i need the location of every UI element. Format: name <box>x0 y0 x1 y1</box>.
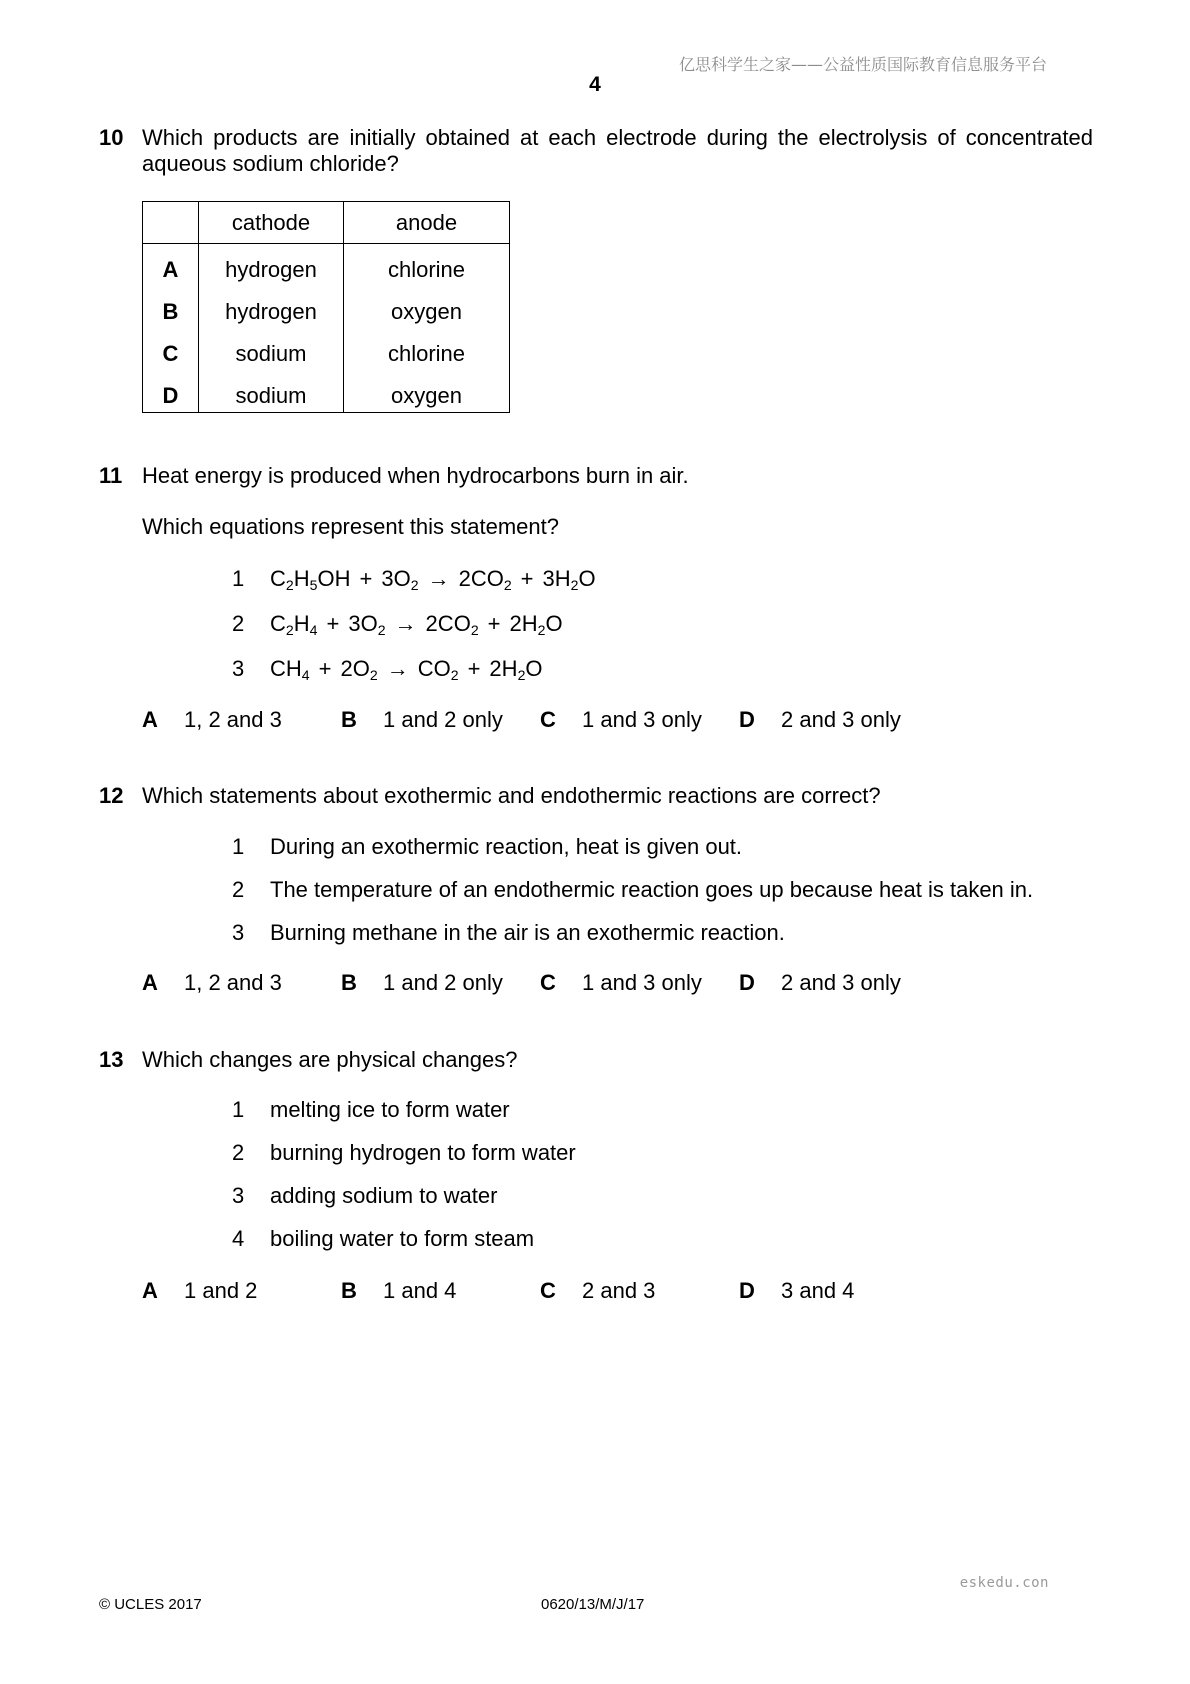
option-letter: D <box>739 970 755 995</box>
footer-watermark: eskedu.con <box>959 1575 1049 1591</box>
statement-number: 3 <box>232 920 245 945</box>
option-letter: D <box>739 707 755 732</box>
table-cell-anode: oxygen <box>391 383 462 408</box>
statement-list <box>99 834 1093 946</box>
statement-number: 2 <box>232 611 245 636</box>
table-header-anode: anode <box>344 202 509 244</box>
option-d <box>739 970 938 996</box>
statement <box>232 1097 1093 1123</box>
option-a <box>142 707 341 733</box>
table-cell-cathode: sodium <box>199 375 344 412</box>
question-number: 13 <box>99 1047 124 1072</box>
table-cell-anode: chlorine <box>387 341 466 366</box>
chemical-equation <box>270 656 543 682</box>
statement-number: 4 <box>232 1226 245 1251</box>
answer-table <box>142 201 510 413</box>
statement-list <box>99 1097 1093 1252</box>
option-letter: D <box>739 1278 755 1303</box>
option-d <box>739 707 938 733</box>
formula-term: $C_2H_4$ <box>270 611 318 638</box>
table-row-key: B <box>143 291 199 333</box>
question-13 <box>99 1047 1093 1304</box>
formula-term: $3H_2O$ <box>542 566 596 593</box>
table-row-key: D <box>143 375 199 412</box>
formula-operator: + <box>487 611 501 636</box>
option-a <box>142 1278 341 1304</box>
question-number: 10 <box>99 125 124 150</box>
statement-number: 3 <box>232 656 245 681</box>
formula-operator: + <box>318 656 332 681</box>
statement-number: 2 <box>232 877 245 902</box>
formula-term: $2CO_2$ <box>458 566 512 593</box>
formula-operator: + <box>520 566 534 591</box>
statement-text: burning hydrogen to form water <box>270 1140 576 1165</box>
copyright-notice: © UCLES 2017 <box>99 1596 202 1613</box>
statement <box>232 877 1093 903</box>
statement <box>232 920 1093 946</box>
option-letter: B <box>341 1278 357 1303</box>
formula-term: $CO_2$ <box>417 656 459 683</box>
table-cell-cathode: sodium <box>199 333 344 375</box>
formula-operator: → <box>386 656 409 681</box>
statement <box>232 1226 1093 1252</box>
option-text: 3 and 4 <box>781 1278 855 1303</box>
statement-text: Burning methane in the air is an exothermic reaction. <box>270 920 785 945</box>
statement-number: 1 <box>232 834 245 859</box>
table-header-cathode: cathode <box>199 202 344 244</box>
statement <box>232 1183 1093 1209</box>
statement <box>232 834 1093 860</box>
statement <box>232 611 1093 637</box>
option-b <box>341 1278 540 1304</box>
statement <box>232 566 1093 592</box>
statement-number: 1 <box>232 566 245 591</box>
statement <box>232 1140 1093 1166</box>
option-text: 1, 2 and 3 <box>184 707 282 732</box>
option-letter: B <box>341 970 357 995</box>
answer-options <box>142 1278 1093 1304</box>
statement-number: 1 <box>232 1097 245 1122</box>
option-letter: C <box>540 1278 556 1303</box>
option-text: 2 and 3 only <box>781 707 901 732</box>
option-text: 1 and 4 <box>383 1278 457 1303</box>
statement-text: boiling water to form steam <box>270 1226 535 1251</box>
formula-term: $3O_2$ <box>348 611 386 638</box>
formula-term: $CH_4$ <box>270 656 310 683</box>
question-stem: Which changes are physical changes? <box>142 1047 518 1072</box>
statement-number: 3 <box>232 1183 245 1208</box>
option-text: 1 and 2 <box>184 1278 258 1303</box>
formula-term: $2O_2$ <box>340 656 378 683</box>
table-cell-cathode: hydrogen <box>199 291 344 333</box>
option-a <box>142 970 341 996</box>
table-row-key: A <box>143 244 199 291</box>
formula-operator: → <box>427 566 450 591</box>
option-letter: A <box>142 707 158 732</box>
option-text: 2 and 3 only <box>781 970 901 995</box>
statement-text: adding sodium to water <box>270 1183 498 1208</box>
question-11 <box>99 463 1093 733</box>
statement-text: During an exothermic reaction, heat is given out. <box>270 834 743 859</box>
question-prompt: Which equations represent this statement? <box>142 514 560 539</box>
header-watermark: 亿思科学生之家——公益性质国际教育信息服务平台 <box>678 55 1047 74</box>
option-text: 1 and 3 only <box>582 707 702 732</box>
page-number: 4 <box>589 73 601 96</box>
formula-term: $2H_2O$ <box>489 656 543 683</box>
option-c <box>540 970 739 996</box>
table-header-blank <box>143 202 199 244</box>
statement <box>232 656 1093 682</box>
option-text: 1 and 2 only <box>383 970 503 995</box>
formula-term: $3O_2$ <box>381 566 419 593</box>
question-number: 12 <box>99 783 124 808</box>
answer-options <box>142 707 1093 733</box>
table-cell-cathode: hydrogen <box>199 244 344 291</box>
table-row-key: C <box>143 333 199 375</box>
option-letter: C <box>540 970 556 995</box>
question-stem: Heat energy is produced when hydrocarbons burn in air. <box>142 463 689 488</box>
question-12 <box>99 783 1093 996</box>
paper-code: 0620/13/M/J/17 <box>541 1596 645 1613</box>
option-b <box>341 707 540 733</box>
question-stem: Which products are initially obtained at each electrode during the electrolysis of concentrated aqueous sodium chloride? <box>142 125 1093 176</box>
formula-operator: → <box>394 611 417 636</box>
formula-operator: + <box>467 656 481 681</box>
option-text: 1 and 2 only <box>383 707 503 732</box>
chemical-equation <box>270 611 563 637</box>
option-letter: B <box>341 707 357 732</box>
formula-term: $2H_2O$ <box>509 611 563 638</box>
option-text: 1 and 3 only <box>582 970 702 995</box>
option-text: 2 and 3 <box>582 1278 656 1303</box>
statement-text: The temperature of an endothermic reaction goes up because heat is taken in. <box>270 877 1034 902</box>
option-letter: A <box>142 1278 158 1303</box>
question-10 <box>99 125 1093 177</box>
table-cell-anode: oxygen <box>391 299 462 324</box>
question-stem: Which statements about exothermic and endothermic reactions are correct? <box>142 783 881 808</box>
formula-term: $2CO_2$ <box>425 611 479 638</box>
statement-list <box>99 566 1093 682</box>
chemical-equation <box>270 566 596 592</box>
option-c <box>540 1278 739 1304</box>
option-b <box>341 970 540 996</box>
option-text: 1, 2 and 3 <box>184 970 282 995</box>
question-number: 11 <box>99 463 123 488</box>
option-c <box>540 707 739 733</box>
statement-number: 2 <box>232 1140 245 1165</box>
statement-text: melting ice to form water <box>270 1097 510 1122</box>
formula-operator: + <box>359 566 373 591</box>
option-letter: A <box>142 970 158 995</box>
formula-operator: + <box>326 611 340 636</box>
option-d <box>739 1278 938 1304</box>
formula-term: $C_2H_5OH$ <box>270 566 351 593</box>
table-cell-anode: chlorine <box>387 257 466 282</box>
answer-options <box>142 970 1093 996</box>
option-letter: C <box>540 707 556 732</box>
